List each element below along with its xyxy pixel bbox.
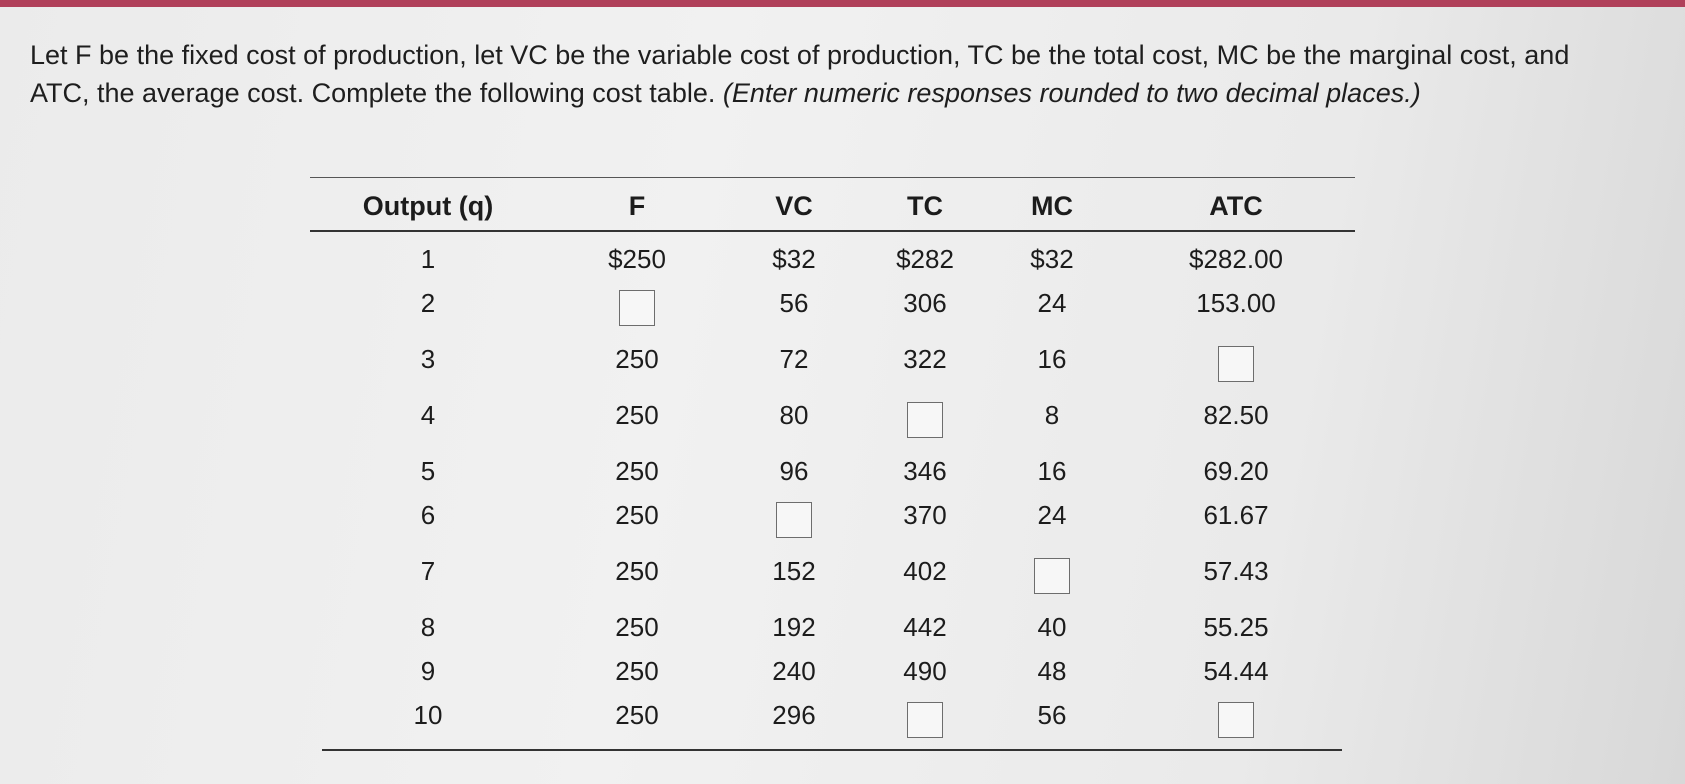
cell-output-row-10: 10 — [413, 700, 443, 730]
column-header-output: Output (q) — [362, 191, 494, 221]
cell-f-row-7: 250 — [615, 556, 659, 586]
answer-input-vc-row-6[interactable] — [776, 502, 812, 538]
cell-f-row-4: 250 — [615, 400, 659, 430]
cell-output-row-7: 7 — [420, 556, 436, 586]
cell-output-row-8: 8 — [420, 612, 436, 642]
cell-f-row-6: 250 — [615, 500, 659, 530]
cell-tc-row-6: 370 — [903, 500, 947, 530]
cell-vc-row-9: 240 — [772, 656, 816, 686]
column-header-atc: ATC — [1209, 191, 1263, 221]
question-instruction: (Enter numeric responses rounded to two decimal places.) — [722, 78, 1421, 108]
cell-f-row-9: 250 — [615, 656, 659, 686]
cell-atc-row-2: 153.00 — [1196, 288, 1276, 318]
cell-vc-row-2: 56 — [779, 288, 809, 318]
cell-tc-row-1: $282 — [896, 244, 954, 274]
cell-mc-row-1: $32 — [1030, 244, 1074, 274]
cell-output-row-1: 1 — [420, 244, 436, 274]
cell-f-row-1: $250 — [608, 244, 666, 274]
question-prompt — [30, 36, 1630, 112]
question-text: Let F be the fixed cost of production, let VC be the variable cost of production, TC be the total cost, MC be the marginal cost, and ATC, the average cost. Complete the following cost table. — [30, 40, 1570, 108]
answer-input-tc-row-4[interactable] — [907, 402, 943, 438]
cell-vc-row-10: 296 — [772, 700, 816, 730]
cell-atc-row-1: $282.00 — [1189, 244, 1283, 274]
cell-mc-row-3: 16 — [1037, 344, 1067, 374]
answer-input-f-row-2[interactable] — [619, 290, 655, 326]
question-panel — [0, 7, 1685, 784]
cell-atc-row-8: 55.25 — [1203, 612, 1269, 642]
cell-atc-row-6: 61.67 — [1203, 500, 1269, 530]
answer-input-tc-row-10[interactable] — [907, 702, 943, 738]
cell-vc-row-5: 96 — [779, 456, 809, 486]
column-header-f: F — [628, 191, 646, 221]
top-accent-bar — [0, 0, 1685, 7]
cell-tc-row-2: 306 — [903, 288, 947, 318]
answer-input-mc-row-7[interactable] — [1034, 558, 1070, 594]
cell-mc-row-2: 24 — [1037, 288, 1067, 318]
cell-output-row-3: 3 — [420, 344, 436, 374]
cell-f-row-3: 250 — [615, 344, 659, 374]
cell-mc-row-5: 16 — [1037, 456, 1067, 486]
cell-mc-row-6: 24 — [1037, 500, 1067, 530]
cell-tc-row-7: 402 — [903, 556, 947, 586]
cell-output-row-6: 6 — [420, 500, 436, 530]
cell-tc-row-9: 490 — [903, 656, 947, 686]
cell-f-row-5: 250 — [615, 456, 659, 486]
answer-input-atc-row-3[interactable] — [1218, 346, 1254, 382]
cell-atc-row-4: 82.50 — [1203, 400, 1269, 430]
column-header-tc: TC — [907, 191, 943, 221]
table-header-rule — [310, 230, 1355, 232]
cell-tc-row-5: 346 — [903, 456, 947, 486]
answer-input-atc-row-10[interactable] — [1218, 702, 1254, 738]
cell-mc-row-10: 56 — [1037, 700, 1067, 730]
cell-mc-row-9: 48 — [1037, 656, 1067, 686]
column-header-vc: VC — [775, 191, 813, 221]
cell-vc-row-1: $32 — [772, 244, 816, 274]
cell-atc-row-5: 69.20 — [1203, 456, 1269, 486]
table-top-rule — [310, 177, 1355, 178]
cell-output-row-9: 9 — [420, 656, 436, 686]
cell-output-row-5: 5 — [420, 456, 436, 486]
cell-vc-row-4: 80 — [779, 400, 809, 430]
cell-tc-row-8: 442 — [903, 612, 947, 642]
column-header-mc: MC — [1031, 191, 1073, 221]
cell-output-row-2: 2 — [420, 288, 436, 318]
cell-f-row-10: 250 — [615, 700, 659, 730]
cell-mc-row-4: 8 — [1044, 400, 1060, 430]
cell-mc-row-8: 40 — [1037, 612, 1067, 642]
cell-vc-row-7: 152 — [772, 556, 816, 586]
table-bottom-rule — [322, 749, 1342, 751]
cell-f-row-8: 250 — [615, 612, 659, 642]
cell-atc-row-7: 57.43 — [1203, 556, 1269, 586]
cell-vc-row-8: 192 — [772, 612, 816, 642]
cell-vc-row-3: 72 — [779, 344, 809, 374]
cell-atc-row-9: 54.44 — [1203, 656, 1269, 686]
cell-tc-row-3: 322 — [903, 344, 947, 374]
cell-output-row-4: 4 — [420, 400, 436, 430]
